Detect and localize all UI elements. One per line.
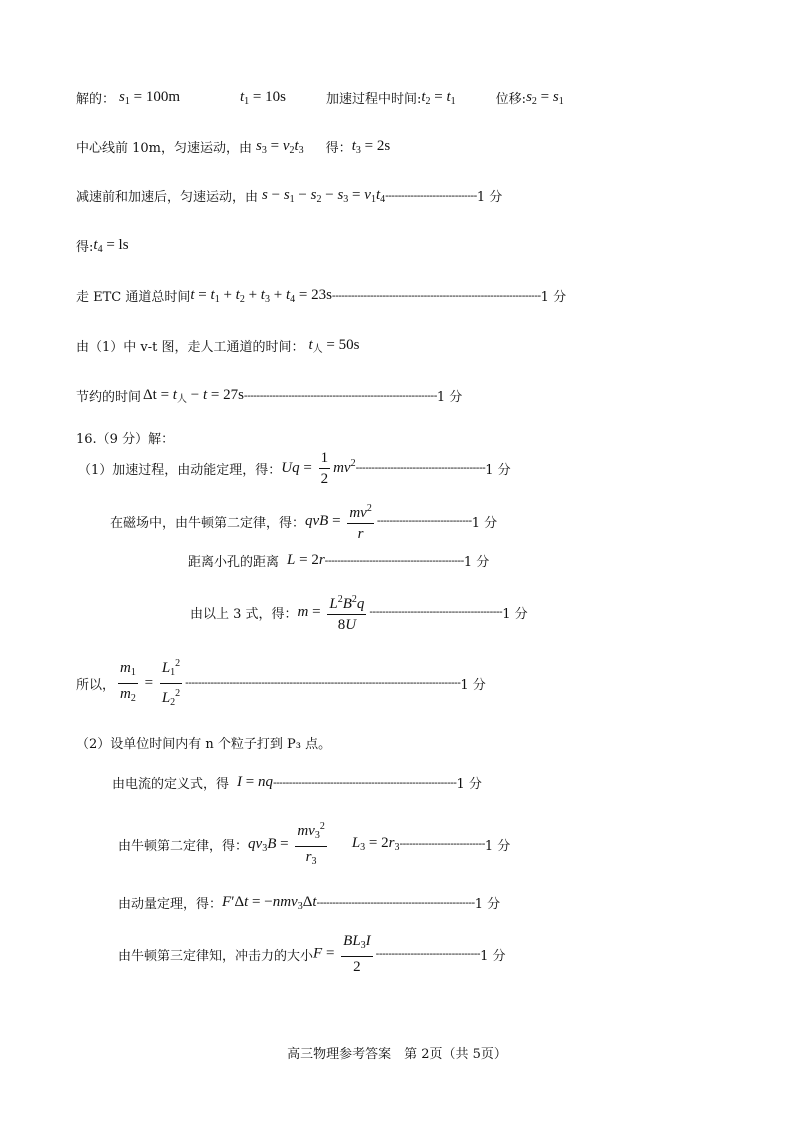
line-1 [76, 88, 564, 107]
dash-leader: --------------------------- [399, 838, 485, 850]
p3-text: 距离小孔的距离 [188, 555, 280, 570]
eq-force: F = $\frac{BL_3I}{2}$ [313, 933, 371, 975]
displacement-label: 位移: [495, 92, 527, 107]
p1-text: （1）加速过程，由动能定理，得： [78, 462, 282, 478]
line-7 [76, 386, 462, 405]
accel-time-label: 加速过程中时间: [325, 92, 422, 107]
score: 1 分 [436, 390, 463, 405]
p4-text: 由以上 3 式，得： [190, 606, 298, 622]
score: 1 分 [502, 606, 528, 622]
eq-delta-t: $\Delta t = t_人 - t = 27s$ [143, 386, 244, 405]
footer-text: 高三物理参考答案 第 2页（共 5页） [287, 1047, 507, 1062]
eq-s2: $s_2 = s_1$ [526, 88, 564, 107]
dash-leader: ------------------------------------------ [369, 606, 503, 618]
part2-line-2 [118, 820, 511, 867]
dash-leader: ------------------------------------------------------------------ [331, 289, 541, 302]
score: 1 分 [463, 555, 490, 570]
p10-text: 由牛顿第三定律知，冲击力的大小 [118, 948, 314, 964]
score: 1 分 [471, 515, 498, 531]
eq-t2: $t_2 = t_1$ [421, 88, 456, 107]
score: 1 分 [456, 777, 482, 792]
dash-leader: -------------------------------------------- [324, 554, 464, 567]
line-4 [76, 236, 129, 255]
p6-text: （2）设单位时间内有 n 个粒子打到 P₃ 点。 [76, 737, 332, 752]
score: 1 分 [474, 897, 501, 912]
dash-leader: --------------------------------- [375, 948, 481, 960]
eq-ratio: $\frac{m_1}{m_2}$ = $\frac{L_1^2}{L_2^2}$ [115, 655, 185, 712]
line-5 [76, 286, 566, 305]
dash-leader: ----------------------------------------- [355, 462, 486, 474]
eq-s1: $s_1 = 100m$ [119, 88, 180, 107]
eq-t1: $t_1 = 10s$ [240, 88, 286, 107]
part1-line-1 [78, 448, 511, 488]
eq-impulse: F′Δt = −nmv$_3$Δt [222, 893, 317, 912]
score: 1 分 [485, 462, 511, 478]
q16-text: 16.（9 分）解： [76, 432, 175, 447]
part2-header [76, 733, 331, 752]
p8-text: 由牛顿第二定律，得： [118, 838, 249, 854]
line-3-text: 减速前和加速后，匀速运动，由 [76, 190, 259, 205]
score: 1 分 [484, 838, 511, 854]
eq-t-total: $t = t_1 + t_2 + t_3 + t_4 = 23s$ [190, 286, 332, 305]
score: 1 分 [480, 948, 506, 964]
score: 1 分 [460, 677, 486, 693]
dash-leader: ------------------------------ [376, 515, 472, 527]
part2-line-3 [118, 893, 500, 912]
dash-leader: ----------------------------- [385, 189, 477, 202]
part1-line-4 [190, 591, 528, 633]
eq-s-total: $s - s_1 - s_2 - s_3 = v_1t_4$ [262, 186, 386, 205]
eq-t3: $t_3 = 2s$ [351, 137, 391, 156]
eq-lorentz: qvB = $\frac{mv^2}{r}$ [305, 500, 377, 543]
eq-energy: Uq = $\frac{1}{2}$ $mv^2$ [281, 449, 356, 487]
page-footer [0, 1043, 794, 1062]
eq-L: L = 2r [287, 552, 325, 568]
dash-leader: -------------------------------------------------- [316, 896, 475, 909]
eq-t-manual: $t_人 = 50s$ [308, 336, 360, 355]
p2-text: 在磁场中，由牛顿第二定律，得： [110, 515, 306, 531]
part1-line-3 [188, 551, 489, 570]
part2-line-4 [118, 933, 505, 975]
line-2 [76, 137, 390, 156]
part1-line-2 [110, 500, 497, 542]
eq-mass: m = $\frac{L^2B^2q}{8U}$ [298, 591, 370, 634]
part1-line-5 [76, 657, 486, 708]
eq-lorentz-3: $qv_3B$ = $\frac{mv_3^2}{r_3}$ [248, 818, 330, 871]
eq-s3: $s_3 = v_2t_3$ [256, 137, 304, 156]
line-5-text: 走 ETC 通道总时间 [76, 290, 191, 305]
dash-leader: --------------------------------------------------------------------------------------- [185, 677, 461, 689]
line-3 [76, 186, 502, 205]
p7-text: 由电流的定义式，得 [112, 777, 230, 792]
question-16-header [76, 428, 174, 447]
line-6 [76, 336, 359, 355]
line-4-text: 得: [76, 240, 94, 255]
line-2-text: 中心线前 10m，匀速运动，由 [76, 141, 253, 156]
score: 1 分 [476, 190, 503, 205]
eq-current: I = nq [237, 774, 273, 790]
line-6-text: 由（1）中 v-t 图，走人工通道的时间： [76, 340, 305, 355]
eq-t4: $t_4$ = ls [93, 236, 129, 255]
solution-label: 解的： [76, 92, 116, 107]
line-2-de: 得： [325, 141, 352, 156]
score: 1 分 [540, 290, 567, 305]
p5-text: 所以， [76, 677, 116, 693]
dash-leader: ---------------------------------------------------------- [272, 776, 457, 789]
p9-text: 由动量定理，得： [118, 897, 223, 912]
line-7-text: 节约的时间 [76, 390, 142, 405]
part2-line-1 [112, 773, 482, 792]
dash-leader: ------------------------------------------------------------- [243, 389, 437, 402]
eq-L3: $L_3 = 2r_3$ [351, 835, 400, 853]
